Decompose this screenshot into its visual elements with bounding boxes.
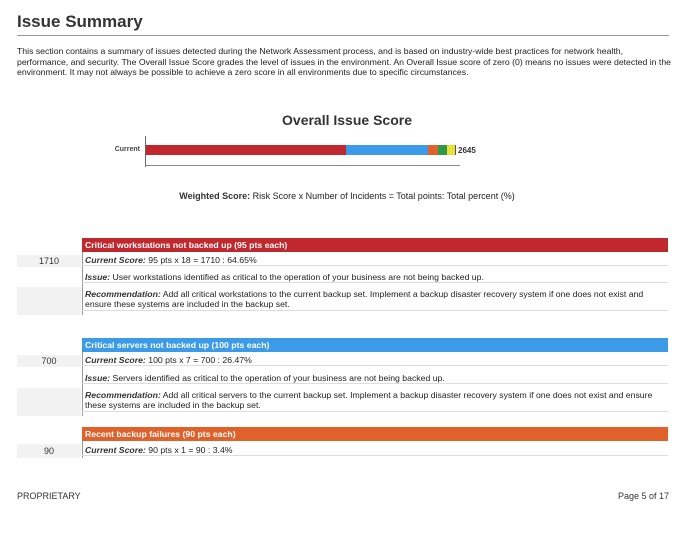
recommendation-value: Add all critical workstations to the current backup set. Implement a backup disaster recovery system if one does not exist and ensure these systems are included in the backup set. [85,289,644,310]
bar-segment-1 [146,145,346,155]
issue-score: 90 [43,446,54,456]
recommendation-label: Recommendation: [85,390,161,400]
current-score-row [82,255,668,266]
current-score-row [82,355,668,366]
recommendation-row [82,289,668,311]
issue-header [82,238,668,252]
bar-total-label: 2645 [458,146,476,155]
current-score-label: Current Score: [85,445,146,455]
issue-score: 1710 [38,256,60,266]
issue-label: Issue: [85,373,111,383]
issue-label: Issue: [85,272,111,282]
footer-proprietary: PROPRIETARY [17,491,81,501]
issue-header [82,427,668,441]
weighted-score-caption [0,191,694,201]
issue-header-text: Recent backup failures (90 pts each) [85,429,236,439]
issue-header-text: Critical servers not backed up (100 pts each) [85,340,270,350]
intro-paragraph: This section contains a summary of issues detected during the Network Assessment process, and is based on industry-wide best practices for network health, performance, and security. The Overall Issue Score grades the level of issues in the environment. An Overall Issue score of zero (0) means no issues were detected in the environment. It may not always be possible to achieve a zero score in all environments due to specific circumstances. [17,46,671,78]
recommendation-row [82,390,668,412]
issue-row [82,272,668,283]
current-score-value: 100 pts x 7 = 700 : 26.47% [148,355,252,365]
chart-x-axis [145,165,460,166]
current-score-value: 95 pts x 18 = 1710 : 64.65% [148,255,257,265]
bar-segment-4 [438,145,447,155]
bar-segment-5 [447,145,455,155]
current-score-row [82,445,668,456]
issue-value: Servers identified as critical to the operation of your business are not being backed up. [112,373,445,383]
issue-header [82,338,668,352]
bar-end-tick [455,145,456,155]
recommendation-label: Recommendation: [85,289,161,299]
score-stripe [17,388,81,416]
weighted-score-label: Weighted Score: [179,191,251,201]
page-title: Issue Summary [17,12,143,31]
current-score-value: 90 pts x 1 = 90 : 3.4% [148,445,233,455]
issue-header-text: Critical workstations not backed up (95 pts each) [85,240,288,250]
title-divider [17,35,669,36]
weighted-score-formula: Risk Score x Number of Incidents = Total points: Total percent (%) [252,191,515,201]
current-score-label: Current Score: [85,355,146,365]
current-score-label: Current Score: [85,255,146,265]
bar-category-label: Current [114,146,140,153]
footer-page-number: Page 5 of 17 [617,491,669,501]
issue-score: 700 [41,356,57,366]
bar-segment-2 [346,145,428,155]
issue-value: User workstations identified as critical to the operation of your business are not being backed up. [112,272,484,282]
chart-title: Overall Issue Score [282,112,412,128]
issue-row [82,373,668,384]
bar-segment-3 [428,145,439,155]
score-stripe [17,287,81,315]
recommendation-value: Add all critical servers to the current backup set. Implement a backup disaster recovery system if one does not exist and ensure these systems are included in the backup set. [85,390,653,411]
